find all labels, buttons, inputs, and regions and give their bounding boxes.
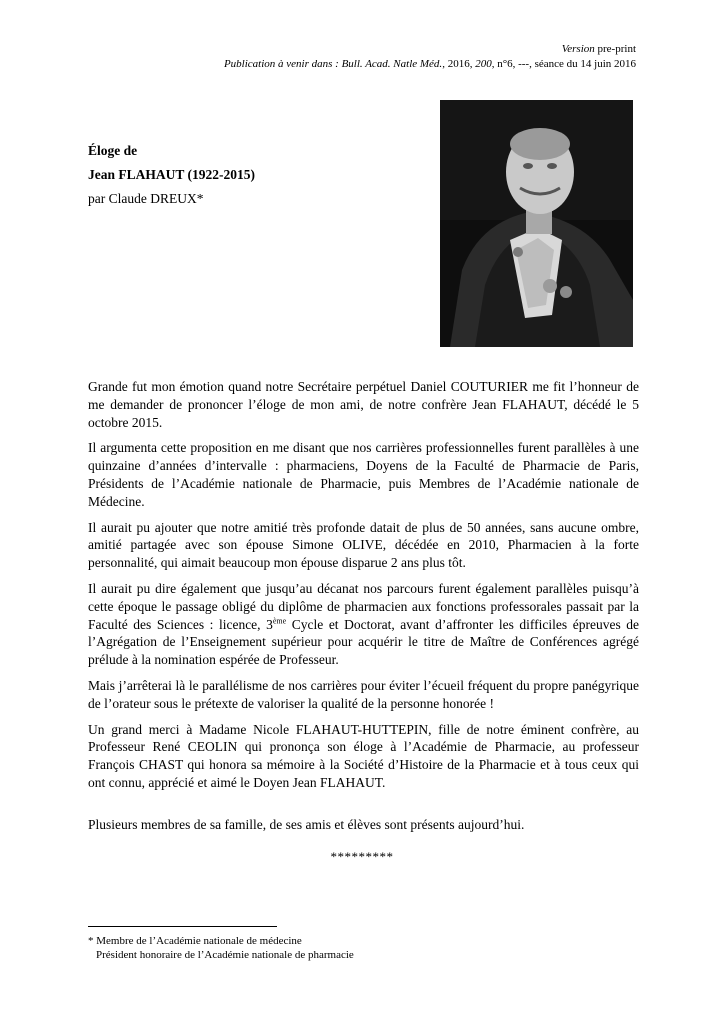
paragraph-4: [88, 580, 639, 669]
portrait-photo: [440, 100, 633, 347]
title-author: par Claude DREUX*: [88, 191, 204, 206]
header-publication-line: [224, 56, 636, 72]
header-issue: , n°6, ---, séance du 14 juin 2016: [491, 58, 636, 70]
portrait-photo-icon: [440, 100, 633, 347]
paragraph-3: Il aurait pu ajouter que notre amitié très profonde datait de plus de 50 années, sans aucune ombre, amitié partagée avec son épouse Simone OLIVE, décédée en 2010, Pharmacien à la forte personnalité, qui aimait beaucoup mon épouse disparue 2 ans plus tôt.: [88, 519, 639, 571]
eulogy-body: [88, 378, 639, 842]
paragraph-4-part-b: Cycle et Doctorat, avant d’affronter les difficiles épreuves de l’Agrégation de l’Enseignement supérieur pour acquérir le titre de Maître de Conférences agrégé prélude à la nomination espérée de Professeur.: [88, 616, 639, 668]
footnote-line-1: * Membre de l’Académie nationale de médecine: [88, 935, 302, 947]
footnote-rule: [88, 926, 277, 927]
title-name: Jean FLAHAUT (1922-2015): [88, 167, 255, 182]
paragraph-1: Grande fut mon émotion quand notre Secrétaire perpétuel Daniel COUTURIER me fit l’honneur de me demander de prononcer l’éloge de mon ami, de notre confrère Jean FLAHAUT, décédé le 5 octobre 2015.: [88, 379, 639, 430]
header-year: , 2016,: [442, 58, 476, 70]
paragraph-5: Mais j’arrêterai là le parallélisme de nos carrières pour éviter l’écueil fréquent du propre panégyrique de l’orateur sous le prétexte de valoriser la qualité de la personne honorée !: [88, 677, 639, 711]
header-version-rest: pre-print: [594, 43, 636, 55]
header-version-word: Version: [561, 43, 595, 55]
header-version-line: [562, 41, 636, 57]
paragraph-2: Il argumenta cette proposition en me disant que nos carrières professionnelles furent parallèles à une quinzaine d’années d’intervalle : pharmaciens, Doyens de la Faculté de Pharmacie de Paris, Présidents de l’Académie nationale de Pharmacie, puis Membres de l’Académie nationale de Médecine.: [88, 440, 639, 509]
header-volume: 200: [475, 58, 492, 70]
paragraph-7: Plusieurs membres de sa famille, de ses amis et élèves sont présents aujourd’hui.: [88, 816, 525, 832]
header-journal: Publication à venir dans : Bull. Acad. Natle Méd.: [223, 58, 443, 70]
footnote-line-2: Président honoraire de l’Académie nationale de pharmacie: [96, 949, 354, 961]
title-eloge: Éloge de: [88, 143, 138, 158]
paragraph-4-part-a: Il aurait pu dire également que jusqu’au décanat nos parcours furent également parallèles puisqu’à cette époque le passage obligé du diplôme de pharmacien aux fonctions professorales passait par la Faculté des Sciences : licence, 3: [88, 580, 639, 632]
paragraph-4-superscript: ème: [272, 616, 287, 626]
paragraph-6: Un grand merci à Madame Nicole FLAHAUT-HUTTEPIN, fille de notre éminent confrère, au Professeur René CEOLIN qui prononça son éloge à l’Académie de Pharmacie, au professeur François CHAST qui honora sa mémoire à la Société d’Histoire de la Pharmacie et à tous ceux qui ont connu, apprécié et aimé le Doyen Jean FLAHAUT.: [88, 721, 639, 790]
section-separator: *********: [330, 849, 394, 864]
